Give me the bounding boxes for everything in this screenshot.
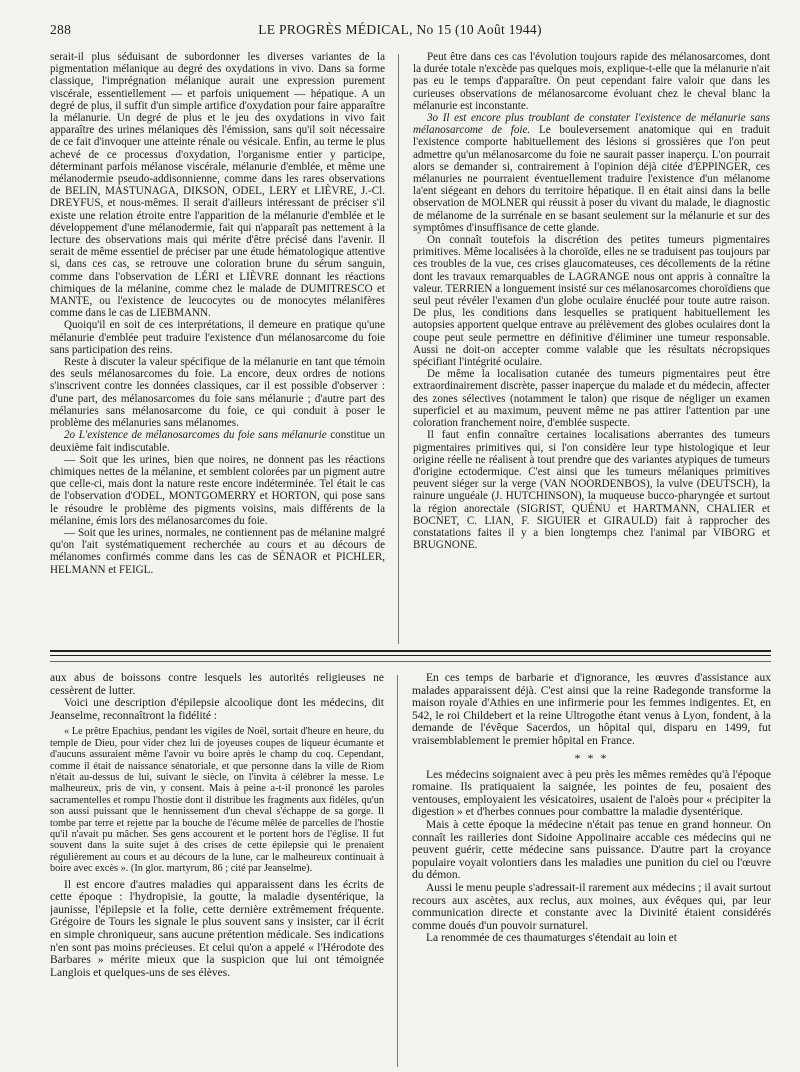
section-divider-thick [50, 650, 771, 652]
section-break-asterisks: * * * [574, 750, 609, 765]
paragraph: Voici une description d'épilepsie alcoolique dont les médecins, dit Jeanselme, reconnaîtront la fidélité : [50, 697, 384, 722]
bottom-left-column [50, 672, 384, 1068]
paragraph: Mais à cette époque la médecine n'était pas tenue en grand honneur. On connaît les railleries dont Sidoine Appolinaire accable ces médecins qui ne peuvent guérir, cette médecine sans puissance. D'autre part la croyance populaire voyait volontiers dans les maladies une punition du ciel ou l'œuvre du démon. [412, 818, 771, 882]
top-right-column [413, 51, 770, 647]
page-header [50, 22, 750, 44]
block-quote: « Le prêtre Epachius, pendant les vigiles de Noël, sortait d'heure en heure, du temple de Dieu, pour vider chez lui de joyeuses coupes de liqueur écumante et d'aucuns assuraient même l'avoir vu boire après le champ du coq. Cependant, comme il était de naissance sénatoriale, et que personne dans la ville de Riom n'était au-dessus de lui, suivant le siècle, on l'invita à célébrer la messe. Le malheureux, pris de vin, y consent. Mais à peine a-t-il prononcé les paroles sacramentelles et rompu l'hostie dont il distribue les fragments aux fidèles, qu'un son aussi puissant que le hennissement d'un cheval s'échappe de sa gorge. Il tombe par terre et rejette par la bouche de l'écume mêlée de parcelles de l'hostie qu'il n'avait pu mâcher. Ses gens accourent et le portent hors de l'église. Il fut souvent dans la suite sujet à des crises de cette épilepsie qui le prenaient régulièrement au cours et au décours de la lune, car le malheureux continuait à boire avec excès ». (In glor. martyrum, 86 ; cité par Jeanselme). [50, 726, 384, 875]
paragraph: Aussi le menu peuple s'adressait-il rarement aux médecins ; il avait surtout recours aux ascètes, aux reclus, aux moines, aux évêques qui, par leur communication directe et constante avec la Divinité étaient considérés comme doués d'un pouvoir surnaturel. [412, 881, 771, 932]
column-divider-bottom [397, 675, 398, 1067]
paragraph: serait-il plus séduisant de subordonner les diverses variantes de la pigmentation mélanique au degré des oxydations in vivo. Dans sa forme classique, l'imprégnation mélanique aurait une expression purement viscérale, essentiellement — et parfois uniquement — hépatique. A un degré de plus, il suffit d'un simple artifice d'oxydation pour faire apparaître la mélanurie. Un degré de plus et le jeu des oxydations in vivo fait apparaître des urines mélaniques dès l'émission, sans qu'il soit nécessaire de ce fait d'invoquer une atteinte rénale ou vésicale. Enfin, au terme le plus achevé de ce processus d'oxydation, l'organisme entier y participe, déterminant parfois mélanose viscérale, mélanurie d'emblée, et même une mélanodermie pseudo-addisonnienne, comme dans les rares observations de BELIN, MASTUNAGA, DIKSON, ODEL, LERY et LIÈVRE, J.-Cl. DREYFUS, et nous-mêmes. Il serait d'ailleurs intéressant de préciser s'il existe une relation étroite entre l'apparition de la mélanurie d'emblée et le développement d'une mélanodermie, fait qui n'apparaît pas nettement à la lecture des observations mais qui mérite d'être précisé dans l'avenir. Il serait de même essentiel de préciser par une étude hématologique attentive si, dans ces cas, se retrouve une coloration brune du sérum sanguin, comme dans l'observation de LÉRI et LIÈVRE donnant les réactions chimiques de la mélanine, comme chez le malade de DUMITRESCO et MANTE, ou l'existence de leucocytes ou de monocytes mélanifères comme dans le cas de LIEBMANN. [50, 51, 385, 320]
paragraph [50, 429, 385, 453]
paragraph: Les médecins soignaient avec à peu près les mêmes remèdes qu'à l'époque romaine. Ils pratiquaient la saignée, les pointes de feu, posaient des ventouses, employaient les vésicatoires, usaient de l'aloès pour « précipiter la digestion » et d'herbes connues pour combattre la maladie dysentérique. [412, 768, 771, 819]
paragraph-text: Le bouleversement anatomique qui en traduit l'existence comporte habituellement des lésions si grossières que l'on peut admettre qu'un mélanosarcome du foie ne saurait passer inaperçu. L'on pourrait alors se demander si, contrairement à l'opinion déjà citée d'EPPINGER, ces mélanuries ne pourraient éventuellement traduire l'existence d'un mélanome la'ent siégeant en dehors du territoire hépatique. Il en était ainsi dans la belle observation de MOLNER qui réussit à poser du vivant du malade, le diagnostic de mélanome de la surrénale en se basant seulement sur la mélanurie et sur des symptômes d'insuffisance de cette glande. [413, 124, 770, 234]
paragraph: — Soit que les urines, bien que noires, ne donnent pas les réactions chimiques nettes de la mélanine, et semblent colorées par un pigment autre que celle-ci, mais dont la nature reste encore indéterminée. Tel était le cas de l'observation d'ODEL, MONTGOMERRY et HORTON, qui pose sans le résoudre le problème des pigments voisins, mais différents de la mélanine, émis lors des mélanosarcomes du foie. [50, 453, 385, 527]
paragraph-text: constitue un deuxième fait indiscutable. [50, 429, 385, 454]
paragraph: En ces temps de barbarie et d'ignorance, les œuvres d'assistance aux malades apparaissent déjà. C'est ainsi que la reine Radegonde transforme la maison royale d'Athies en une infirmerie pour les femmes indigentes. Et, en 542, le roi Childebert et la reine Ultrogothe étant venus à Lyon, fondent, à la demande de l'évêque Sacerdos, un hôpital qui, disparu en 1499, fut vraisemblablement le premier hôpital en France. [412, 672, 771, 747]
paragraph: — Soit que les urines, normales, ne contiennent pas de mélanine malgré qu'on l'ait systématiquement recherchée au cours et au décours de mélanomes confirmés comme dans les cas de SÉNAOR et PICHLER, HELMANN et FEIGL. [50, 526, 385, 576]
paragraph [413, 112, 770, 234]
paragraph: La renommée de ces thaumaturges s'étendait au loin et [426, 932, 677, 945]
running-title: LE PROGRÈS MÉDICAL, No 15 (10 Août 1944) [258, 22, 542, 37]
paragraph: Reste à discuter la valeur spécifique de la mélanurie en tant que témoin des seuls mélanosarcomes du foie. La encore, deux ordres de notions s'inscrivent contre les données classiques, car il est possible d'observer : d'une part, des mélanosarcomes du foie sans mélanurie ; d'autre part des mélanuries sans mélanosarcome du foie, ce qui conduit à poser le problème des mélanuries sans mélanomes. [50, 356, 385, 430]
top-left-column [50, 51, 385, 647]
paragraph: Il faut enfin connaître certaines localisations aberrantes des tumeurs pigmentaires primitives qui, si l'on considère leur type histologique et leur origine réelle ne réalisent à tout prendre que des variantes atypiques de tumeurs d'origine ectodermique. C'est ainsi que les tumeurs mélaniques primitives peuvent siéger sur la verge (VAN NOORDENBOS), la vulve (DEUTSCH), la rainure unguéale (J. HUTCHINSON), la muqueuse bucco-pharyngée et surtout la région anorectale (SIGRIST, QUÉNU et HARTMANN, CHALIER et BOCNET, C. LIAN, F. SIGUIER et GIRAULD) fait à rapprocher des constatations faites il y a bien longtemps chez l'animal par VIBORG et BRUGNONE. [413, 429, 770, 552]
section-divider-light [50, 661, 771, 662]
section-divider-thin [50, 655, 771, 656]
section-heading: 2o L'existence de mélanosarcomes du foie sans mélanurie [64, 429, 327, 442]
section-heading: 3o Il est encore plus troublant de constater l'existence de mélanurie sans mélanosarcome de foie. [413, 112, 770, 137]
paragraph: aux abus de boissons contre lesquels les autorités religieuses ne cessèrent de lutter. [50, 672, 384, 697]
paragraph: Peut être dans ces cas l'évolution toujours rapide des mélanosarcomes, dont la durée totale n'excède pas quelques mois, explique-t-elle que la mélanurie n'ait pas eu le temps d'apparaître. On peut cependant faire valoir que dans les curieuses observations de mélanosarcome évoluant chez le cheval blanc la mélanurie est inconstante. [413, 51, 770, 112]
bottom-right-column [412, 672, 771, 1068]
paragraph: On connaît toutefois la discrétion des petites tumeurs pigmentaires primitives. Même localisées à la choroïde, elles ne se traduisent pas toujours par ces troubles de la vue, ces crises glaucomateuses, ces décollements de la rétine dont les travaux remarquables de LAGRANGE nous ont appris à connaître la valeur. TERRIEN a longuement insisté sur ces mélanosarcomes choroïdiens que seul peut révéler l'examen d'un globe oculaire énucléé pour toute autre raison. De plus, les conditions dans lesquelles se pratiquent habituellement les autopsies apportent quelque entrave au prélèvement des globes oculaires dont la coupe peut seule permettre en définitive d'éliminer une tumeur responsable. Aussi ne doit-on accepter comme valable que les résultats nécropsiques spécifiant l'intégrité oculaire. [413, 234, 770, 369]
paragraph: De même la localisation cutanée des tumeurs pigmentaires peut être extraordinairement discrète, passer inaperçue du malade et du médecin, affecter des zones sélectives (notamment le talon) que risque de négliger un examen superficiel et au maximum, peuvent même ne pas attirer l'attention par une coloration franchement noire, d'emblée suspecte. [413, 368, 770, 430]
column-divider-top [398, 54, 399, 644]
paragraph: Il est encore d'autres maladies qui apparaissent dans les écrits de cette époque : l'hydropisie, la goutte, la maladie dysentérique, la jaunisse, l'épilepsie et la folie, cette dernière extrêmement fréquente. Grégoire de Tours les signale le plus souvent sans y insister, car il écrit en simple chroniqueur, sans aucune prétention médicale. Ses indications n'en sont pas moins précieuses. Et celui qu'on a appelé « l'Hérodote des Barbares » mérite mieux que la suspicion que lui ont témoignée Langlois et quelques-uns de ses élèves. [50, 878, 384, 979]
page-number: 288 [50, 22, 72, 37]
paragraph: Quoiqu'il en soit de ces interprétations, il demeure en pratique qu'une mélanurie d'emblée peut traduire l'existence d'un mélanosarcome du foie sans participation des reins. [50, 319, 385, 356]
